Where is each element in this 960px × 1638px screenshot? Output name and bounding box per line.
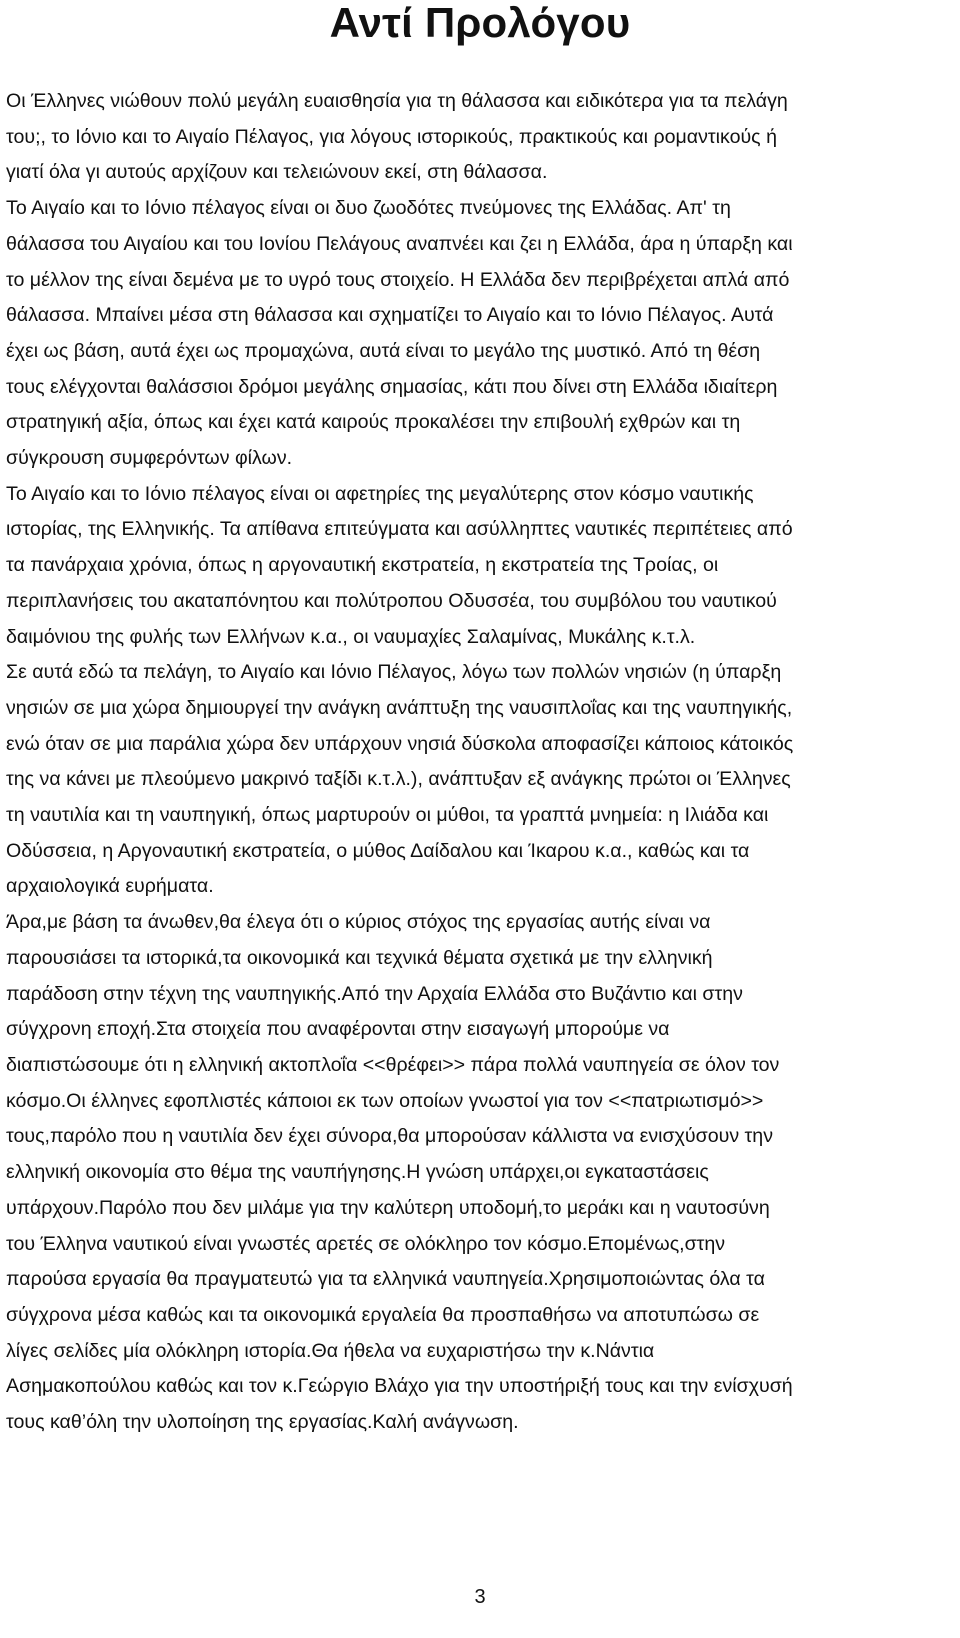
text-line: Ασημακοπούλου καθώς και τον κ.Γεώργιο Βλάχο για την υποστήριξή τους και την ενίσχυσή <box>6 1375 793 1398</box>
text-line: έχει ως βάση, αυτά έχει ως προμαχώνα, αυτά είναι το μεγάλο της μυστικό. Από τη θέση <box>6 339 761 362</box>
body-text <box>6 84 956 1441</box>
text-line: τους,παρόλο που η ναυτιλία δεν έχει σύνορα,θα μπορούσαν κάλλιστα να ενισχύσουν την <box>6 1125 773 1148</box>
text-line: του Έλληνα ναυτικού είναι γνωστές αρετές σε ολόκληρο τον κόσμο.Επομένως,στην <box>6 1232 726 1255</box>
text-line: παρούσα εργασία θα πραγματευτώ για τα ελληνικά ναυπηγεία.Χρησιμοποιώντας όλα τα <box>6 1268 765 1291</box>
text-line: τους καθ’όλη την υλοποίηση της εργασίας.Καλή ανάγνωση. <box>6 1411 519 1434</box>
text-line: σύγκρουση συμφερόντων φίλων. <box>6 447 293 470</box>
text-line: σύγχρονα μέσα καθώς και τα οικονομικά εργαλεία θα προσπαθήσω να αποτυπώσω σε <box>6 1303 760 1326</box>
text-line: το μέλλον της είναι δεμένα με το υγρό τους στοιχείο. Η Ελλάδα δεν περιβρέχεται απλά από <box>6 268 790 291</box>
text-line: τους ελέγχονται θαλάσσιοι δρόμοι μεγάλης σημασίας, κάτι που δίνει στη Ελλάδα ιδιαίτερη <box>6 375 778 398</box>
text-line: του;, το Ιόνιο και το Αιγαίο Πέλαγος, για λόγους ιστορικούς, πρακτικούς και ρομαντικούς ή <box>6 125 777 148</box>
text-line: Το Αιγαίο και το Ιόνιο πέλαγος είναι οι αφετηρίες της μεγαλύτερης στον κόσμο ναυτικής <box>6 482 754 505</box>
text-line: της να κάνει με πλεούμενο μακρινό ταξίδι κ.τ.λ.), ανάπτυξαν εξ ανάγκης πρώτοι οι Έλληνες <box>6 768 791 791</box>
text-line: παράδοση στην τέχνη της ναυπηγικής.Από την Αρχαία Ελλάδα στο Βυζάντιο και στην <box>6 982 743 1005</box>
text-line: γιατί όλα γι αυτούς αρχίζουν και τελειώνουν εκεί, στη θάλασσα. <box>6 161 548 184</box>
text-line: ενώ όταν σε μια παράλια χώρα δεν υπάρχουν νησιά δύσκολα αποφασίζει κάποιος κάτοικός <box>6 732 794 755</box>
text-line: τα πανάρχαια χρόνια, όπως η αργοναυτική εκστρατεία, η εκστρατεία της Τροίας, οι <box>6 554 719 577</box>
page-number: 3 <box>474 1586 486 1608</box>
text-line: σύγχρονη εποχή.Στα στοιχεία που αναφέρονται στην εισαγωγή μπορούμε να <box>6 1018 670 1041</box>
text-line: ελληνική οικονομία στο θέμα της ναυπήγησης.Η γνώση υπάρχει,οι εγκαταστάσεις <box>6 1161 709 1184</box>
text-line: νησιών σε μια χώρα δημιουργεί την ανάγκη ανάπτυξη της ναυσιπλοΐας και της ναυπηγικής, <box>6 696 793 719</box>
text-line: θάλασσα. Μπαίνει μέσα στη θάλασσα και σχηματίζει το Αιγαίο και το Ιόνιο Πέλαγος. Αυτά <box>6 304 774 327</box>
text-line: ιστορίας, της Ελληνικής. Τα απίθανα επιτεύγματα και ασύλληπτες ναυτικές περιπέτειες από <box>6 518 793 541</box>
text-line: λίγες σελίδες μία ολόκληρη ιστορία.Θα ήθελα να ευχαριστήσω την κ.Νάντια <box>6 1339 655 1362</box>
text-line: Οι Έλληνες νιώθουν πολύ μεγάλη ευαισθησία για τη θάλασσα και ειδικότερα για τα πελάγη <box>6 90 788 112</box>
text-line: θάλασσα του Αιγαίου και του Ιονίου Πελάγους αναπνέει και ζει η Ελλάδα, άρα η ύπαρξη και <box>6 232 793 255</box>
text-line: παρουσιάσει τα ιστορικά,τα οικονομικά και τεχνικά θέματα σχετικά με την ελληνική <box>6 946 713 969</box>
text-line: διαπιστώσουμε ότι η ελληνική ακτοπλοΐα <<θρέφει>> πάρα πολλά ναυπηγεία σε όλον τον <box>6 1053 780 1076</box>
text-line: Σε αυτά εδώ τα πελάγη, το Αιγαίο και Ιόνιο Πέλαγος, λόγω των πολλών νησιών (η ύπαρξη <box>6 661 782 684</box>
text-line: αρχαιολογικά ευρήματα. <box>6 875 214 898</box>
text-line: περιπλανήσεις του ακαταπόνητου και πολύτροπου Οδυσσέα, του συμβόλου του ναυτικού <box>6 589 777 612</box>
page-title: Αντί Προλόγου <box>329 0 631 46</box>
text-line: Άρα,με βάση τα άνωθεν,θα έλεγα ότι ο κύριος στόχος της εργασίας αυτής είναι να <box>6 911 711 934</box>
text-line: Το Αιγαίο και το Ιόνιο πέλαγος είναι οι δυο ζωοδότες πνεύμονες της Ελλάδας. Απ' τη <box>6 197 731 220</box>
text-line: υπάρχουν.Παρόλο που δεν μιλάμε για την καλύτερη υποδομή,το μεράκι και η ναυτοσύνη <box>6 1196 770 1219</box>
text-line: στρατηγική αξία, όπως και έχει κατά καιρούς προκαλέσει την επιβουλή εχθρών και τη <box>6 411 741 434</box>
text-line: δαιμόνιου της φυλής των Ελλήνων κ.α., οι ναυμαχίες Σαλαμίνας, Μυκάλης κ.τ.λ. <box>6 625 696 648</box>
text-line: Οδύσσεια, η Αργοναυτική εκστρατεία, ο μύθος Δαίδαλου και Ίκαρου κ.α., καθώς και τα <box>6 839 750 862</box>
text-line: κόσμο.Οι έλληνες εφοπλιστές κάποιοι εκ των οποίων γνωστοί για τον <<πατριωτισμό>> <box>6 1089 764 1112</box>
text-line: τη ναυτιλία και τη ναυπηγική, όπως μαρτυρούν οι μύθοι, τα γραπτά μνημεία: η Ιλιάδα και <box>6 804 769 827</box>
